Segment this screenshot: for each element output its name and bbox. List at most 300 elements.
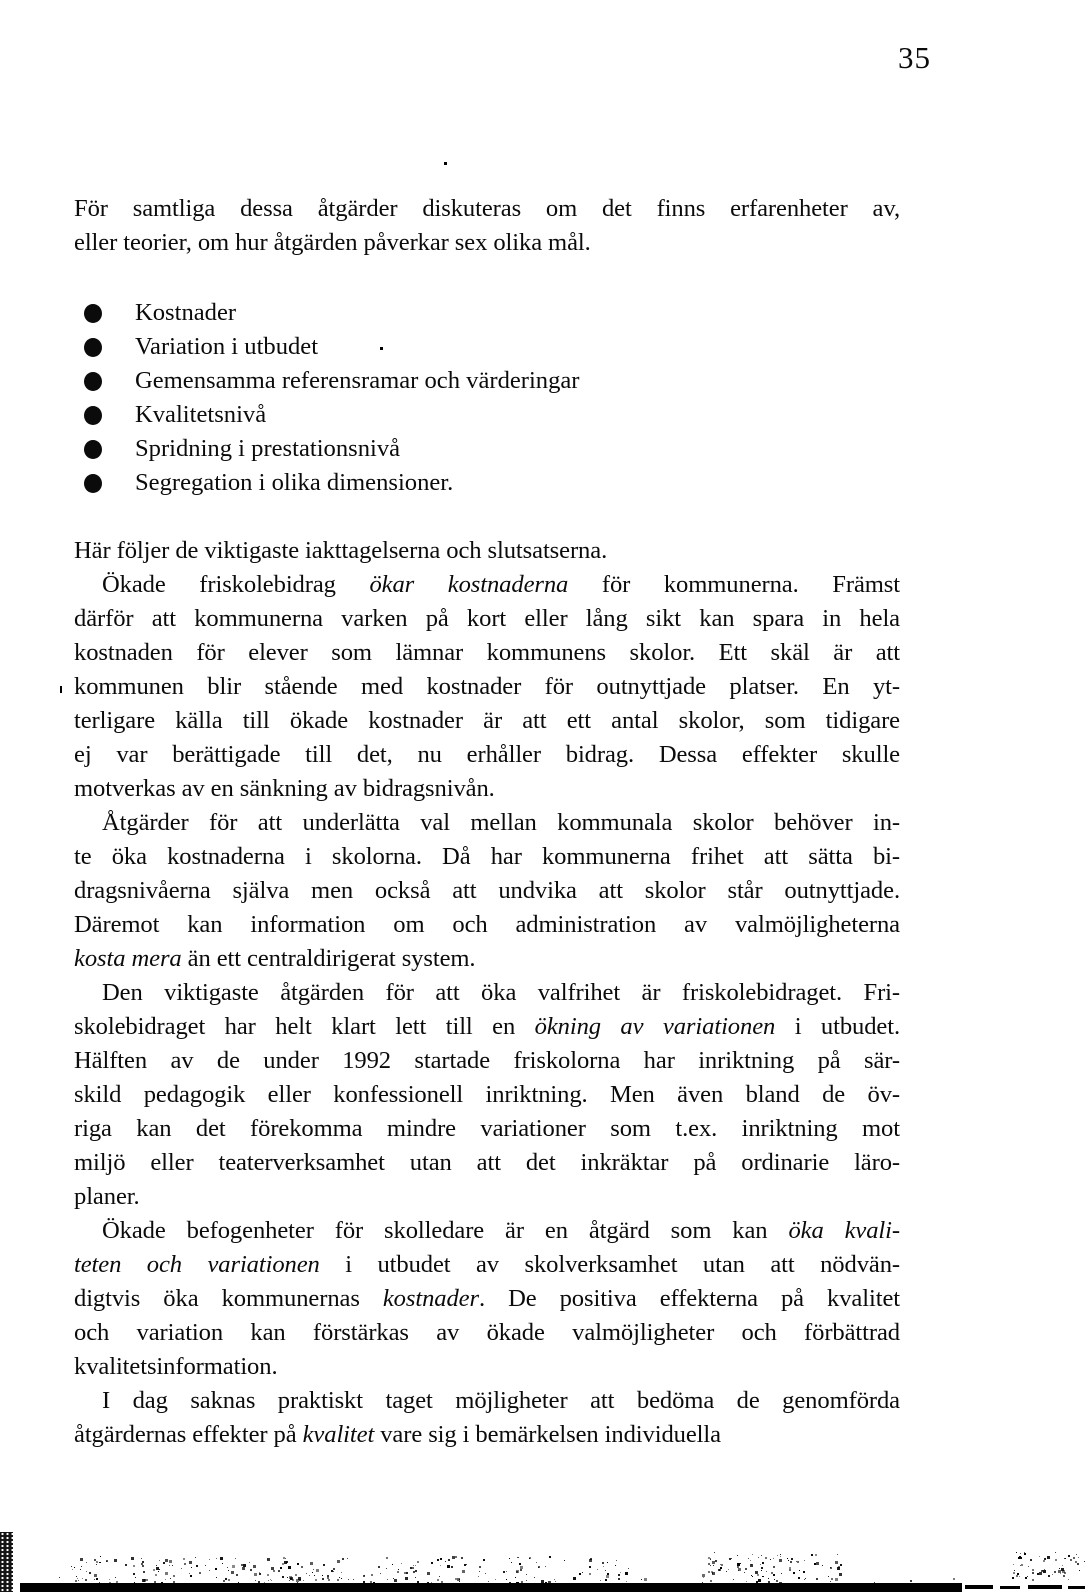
scan-speckle	[755, 1571, 758, 1574]
italic-text-run: ökar kostnaderna	[369, 571, 569, 598]
scan-speckle	[287, 1577, 288, 1578]
scan-speckle	[273, 1570, 275, 1572]
scan-speckle	[445, 1561, 446, 1562]
text-line	[74, 1146, 900, 1180]
scan-speckle	[364, 1575, 365, 1576]
scan-speckle	[448, 1559, 450, 1561]
scan-speckle	[758, 1579, 761, 1582]
scan-speckle	[392, 1564, 393, 1565]
scan-speckle	[509, 1558, 510, 1559]
scan-speckle	[115, 1577, 116, 1578]
scan-speckle	[380, 347, 383, 350]
text-line	[74, 1044, 900, 1078]
scan-speckle	[589, 1559, 592, 1562]
scan-speckle	[545, 1582, 547, 1584]
scan-dash	[1028, 1585, 1062, 1589]
text-run: Ökade friskolebidrag	[102, 571, 370, 598]
scan-speckle	[156, 1567, 159, 1570]
scan-speckle	[253, 1565, 256, 1568]
scan-speckle	[1062, 1570, 1065, 1573]
scan-speckle	[762, 1562, 764, 1564]
scan-speckle	[1027, 1576, 1028, 1577]
scan-speckle	[417, 1581, 419, 1583]
scan-speckle	[232, 1565, 235, 1568]
text-run: te öka kostnaderna i skolorna. Då har kommunerna frihet att sätta bi-	[74, 843, 900, 870]
scan-speckle	[431, 1582, 432, 1583]
bullet-label: Kvalitetsnivå	[135, 401, 267, 428]
scan-speckle	[839, 1573, 842, 1576]
scan-speckle	[1016, 1552, 1017, 1553]
scan-speckle	[509, 1582, 511, 1584]
scan-speckle	[791, 1558, 793, 1560]
scan-speckle	[86, 1571, 87, 1572]
text-line	[74, 1282, 900, 1316]
scan-speckle	[628, 1568, 629, 1569]
scan-speckle	[761, 1555, 762, 1556]
scan-speckle	[437, 1579, 439, 1581]
scan-speckle	[712, 1561, 715, 1564]
scan-speckle	[222, 1563, 223, 1564]
scan-speckle	[413, 1565, 414, 1566]
bullet-label: Kostnader	[135, 299, 237, 326]
scan-speckle	[106, 1561, 107, 1562]
scan-speckle	[602, 1562, 604, 1564]
scan-speckle	[373, 1582, 375, 1584]
scan-speckle	[189, 1561, 192, 1564]
scan-speckle	[521, 1581, 523, 1583]
text-run: för kommunerna. Främst	[568, 571, 900, 598]
scan-speckle	[312, 1572, 313, 1573]
scan-speckle	[371, 1574, 373, 1576]
bullet-label: Spridning i prestationsnivå	[135, 435, 401, 462]
scan-speckle	[190, 1575, 192, 1577]
text-line	[74, 1418, 900, 1452]
text-line	[74, 840, 900, 874]
scan-speckle	[134, 1582, 135, 1583]
scan-speckle	[387, 1579, 388, 1580]
bullet-label: Gemensamma referensramar och värderingar	[135, 367, 580, 394]
scan-speckle	[59, 1577, 60, 1578]
scan-speckle	[99, 1582, 100, 1583]
scan-speckle	[337, 1560, 340, 1563]
scan-speckle	[600, 1580, 601, 1581]
text-line	[74, 636, 900, 670]
italic-text-run: teten och variationen	[74, 1251, 320, 1278]
scan-speckle	[761, 1567, 763, 1569]
scan-speckle	[159, 1569, 160, 1570]
scan-speckle	[417, 1561, 419, 1563]
scan-speckle	[541, 1580, 544, 1583]
scan-speckle	[1018, 1557, 1020, 1559]
scan-speckle	[191, 1567, 192, 1568]
scan-speckle	[238, 1582, 239, 1583]
scan-speckle	[740, 1563, 741, 1564]
scan-speckle	[1058, 1570, 1061, 1573]
scan-speckle	[835, 1578, 838, 1581]
scan-dash	[1068, 1586, 1085, 1589]
scan-speckle	[1032, 1569, 1034, 1571]
scan-dash	[965, 1585, 993, 1589]
scan-speckle	[353, 1579, 354, 1580]
scan-speckle	[526, 1580, 527, 1581]
scan-speckle	[1014, 1570, 1015, 1571]
scan-speckle	[172, 1565, 173, 1566]
scan-speckle	[78, 1580, 79, 1581]
scan-speckle	[297, 1563, 299, 1565]
bullet-icon	[84, 372, 102, 391]
scan-speckle	[464, 1564, 466, 1566]
text-run: i utbudet av skolverksamhet utan att nödvän-	[319, 1251, 900, 1278]
scan-speckle	[1079, 1570, 1080, 1571]
text-line	[74, 1180, 900, 1214]
scan-speckle	[773, 1574, 775, 1576]
scan-speckle	[789, 1567, 791, 1569]
scan-speckle	[779, 1559, 782, 1562]
scan-speckle	[259, 1573, 261, 1575]
scan-speckle	[1043, 1570, 1046, 1573]
scan-speckle	[143, 1579, 146, 1582]
scan-speckle	[170, 1578, 171, 1579]
scan-speckle	[781, 1573, 782, 1574]
scan-speckle	[114, 1559, 117, 1562]
scan-speckle	[555, 1581, 556, 1582]
scan-speckle	[799, 1570, 800, 1571]
scan-speckle	[268, 1580, 269, 1581]
scan-speckle	[607, 1573, 609, 1575]
scan-speckle	[618, 1578, 620, 1580]
scan-speckle	[309, 1575, 310, 1576]
scan-speckle	[603, 1566, 604, 1567]
scan-speckle	[397, 1571, 399, 1573]
scan-speckle	[209, 1570, 210, 1571]
scan-speckle	[401, 1563, 402, 1564]
text-line	[74, 568, 900, 602]
scan-speckle	[199, 1572, 201, 1574]
scan-speckle	[1059, 1568, 1060, 1569]
scan-speckle	[589, 1573, 591, 1575]
scan-speckle	[254, 1573, 257, 1576]
text-line	[74, 976, 900, 1010]
scan-speckle	[89, 1572, 91, 1574]
scan-speckle	[205, 1565, 206, 1566]
bullet-list	[84, 296, 904, 500]
scan-speckle	[183, 1558, 185, 1560]
scan-speckle	[511, 1562, 512, 1563]
scan-speckle	[830, 1581, 831, 1582]
scan-speckle	[797, 1561, 799, 1563]
scan-speckle	[1064, 1558, 1065, 1559]
text-line	[74, 192, 900, 226]
scan-speckle	[582, 1572, 583, 1573]
scan-speckle	[728, 1569, 729, 1570]
scan-speckle	[548, 1581, 551, 1584]
scan-speckle	[77, 1578, 78, 1579]
scan-speckle	[288, 1566, 291, 1569]
scan-speckle	[1028, 1566, 1029, 1567]
scan-speckle	[295, 1574, 297, 1576]
scan-speckle	[564, 1560, 565, 1561]
scan-speckle	[1073, 1557, 1075, 1559]
scan-speckle	[386, 1557, 388, 1559]
scan-speckle	[155, 1574, 157, 1576]
text-line	[74, 1384, 900, 1418]
scan-speckle	[1019, 1576, 1020, 1577]
scan-speckle	[184, 1563, 186, 1565]
scan-speckle	[554, 1579, 555, 1580]
scan-speckle	[776, 1580, 778, 1582]
scan-speckle	[405, 1577, 408, 1580]
scan-speckle	[347, 1558, 348, 1559]
text-line	[74, 1316, 900, 1350]
scan-speckle	[331, 1570, 333, 1572]
scan-speckle	[116, 1581, 118, 1583]
scan-speckle	[415, 1577, 416, 1578]
scan-speckle	[228, 1570, 229, 1571]
scan-speckle	[386, 1568, 387, 1569]
scan-speckle	[228, 1579, 230, 1581]
scan-speckle	[158, 1571, 159, 1572]
scan-speckle	[459, 1581, 460, 1582]
scan-speckle	[143, 1571, 145, 1573]
scan-speckle	[828, 1576, 829, 1577]
scan-speckle	[714, 1552, 715, 1553]
scan-speckle	[380, 1573, 381, 1574]
scan-speckle	[838, 1566, 840, 1568]
scan-speckle	[336, 1583, 338, 1585]
italic-text-run: ökning av variationen	[534, 1013, 776, 1040]
scan-speckle	[447, 1565, 450, 1568]
scan-speckle	[301, 1566, 303, 1568]
scan-speckle	[310, 1562, 313, 1565]
bullet-item	[84, 330, 904, 364]
scan-speckle	[267, 1574, 269, 1576]
scan-speckle	[415, 1570, 417, 1572]
scan-speckle	[536, 1562, 537, 1563]
scan-speckle	[323, 1564, 325, 1566]
scan-speckle	[731, 1558, 732, 1559]
text-run: kommunen blir stående med kostnader för outnyttjade platser. En yt-	[74, 673, 900, 700]
bullet-icon	[84, 406, 102, 425]
scan-speckle	[394, 1579, 397, 1582]
scan-speckle	[768, 1578, 769, 1579]
scan-speckle	[60, 686, 62, 693]
scan-speckle	[165, 1572, 168, 1575]
text-run: Åtgärder för att underlätta val mellan kommunala skolor behöver in-	[102, 809, 900, 836]
scan-bottom-bar	[20, 1583, 962, 1592]
text-run: skild pedagogik eller konfessionell inriktning. Men även bland de öv-	[74, 1081, 900, 1108]
text-run: ej var berättigade till det, nu erhåller bidrag. Dessa effekter skulle	[74, 741, 900, 768]
scan-speckle	[1052, 1574, 1053, 1575]
scan-speckle	[99, 1562, 100, 1563]
scan-speckle	[710, 1565, 711, 1566]
text-line	[74, 670, 900, 704]
scan-speckle	[223, 1580, 225, 1582]
scan-speckle	[328, 1579, 330, 1581]
scan-speckle	[479, 1566, 481, 1568]
text-run: Här följer de viktigaste iakttagelserna och slutsatserna.	[74, 537, 608, 564]
text-run: Den viktigaste åtgärden för att öka valfrihet är friskolebidraget. Fri-	[102, 979, 900, 1006]
scan-speckle	[306, 1573, 307, 1574]
text-run: Ökade befogenheter för skolledare är en åtgärd som kan	[102, 1217, 789, 1244]
bullet-label: Variation i utbudet	[135, 333, 319, 360]
text-run: kostnaden för elever som lämnar kommunens skolor. Ett skäl är att	[74, 639, 900, 666]
scan-speckle	[80, 1569, 81, 1570]
text-run: i utbudet.	[775, 1013, 901, 1040]
scan-speckle	[165, 1579, 166, 1580]
scan-speckle	[804, 1560, 805, 1561]
scan-speckle	[236, 1574, 238, 1576]
scan-speckle	[837, 1554, 838, 1555]
italic-text-run: kostnader	[382, 1285, 479, 1312]
scan-speckle	[790, 1561, 792, 1563]
scan-speckle	[516, 1570, 519, 1573]
text-run: motverkas av en sänkning av bidragsnivån.	[74, 775, 495, 802]
scan-speckle	[746, 1581, 747, 1582]
scan-speckle	[455, 1556, 457, 1558]
text-run: än ett centraldirigerat system.	[181, 945, 476, 972]
body-text	[74, 534, 900, 1452]
scan-speckle	[109, 1582, 111, 1584]
scan-speckle	[462, 1570, 465, 1573]
scan-dash	[1000, 1586, 1020, 1589]
scan-speckle	[444, 162, 447, 165]
scan-speckle	[147, 1583, 150, 1586]
scan-speckle	[737, 1555, 738, 1556]
scan-speckle	[798, 1577, 800, 1579]
scan-speckle	[196, 1565, 198, 1567]
scan-speckle	[271, 1580, 272, 1581]
scan-speckle	[733, 1579, 734, 1580]
scan-speckle	[243, 1564, 246, 1567]
scan-speckle	[549, 1556, 551, 1558]
bullet-label: Segregation i olika dimensioner.	[135, 469, 454, 496]
text-run: planer.	[74, 1183, 140, 1210]
scan-speckle	[415, 1565, 416, 1566]
text-run: miljö eller teaterverksamhet utan att det inkräktar på ordinarie läro-	[74, 1149, 900, 1176]
scan-speckle	[830, 1567, 832, 1569]
scan-speckle	[1068, 1555, 1070, 1557]
scan-speckle	[811, 1554, 813, 1556]
scan-speckle	[235, 1558, 236, 1559]
scan-speckle	[100, 1562, 101, 1563]
scan-speckle	[953, 1578, 955, 1580]
scan-speckle	[874, 1582, 875, 1583]
scan-speckle	[1030, 1559, 1032, 1561]
scan-speckle	[154, 1581, 156, 1583]
scan-speckle	[589, 1566, 591, 1568]
scan-speckle	[910, 1580, 912, 1582]
scan-speckle	[1062, 1565, 1063, 1566]
scan-speckle	[1077, 1563, 1079, 1565]
scan-speckle	[538, 1583, 539, 1584]
scan-speckle	[437, 1559, 439, 1561]
scan-speckle	[773, 1558, 774, 1559]
scan-speckle	[1078, 1557, 1079, 1558]
scan-speckle	[815, 1554, 817, 1556]
scan-speckle	[96, 1561, 98, 1563]
scan-speckle	[85, 1579, 87, 1581]
scan-speckle	[267, 1558, 270, 1561]
scan-speckle	[516, 1582, 519, 1585]
italic-text-run: öka kvali-	[788, 1217, 900, 1244]
text-run: eller teorier, om hur åtgärden påverkar sex olika mål.	[74, 229, 591, 256]
scan-speckle	[1032, 1572, 1034, 1574]
scan-speckle	[822, 1565, 823, 1566]
scan-speckle	[264, 1582, 265, 1583]
scan-speckle	[597, 1569, 598, 1570]
scan-speckle	[393, 1578, 394, 1579]
scan-speckle	[333, 1571, 334, 1572]
scan-speckle	[1020, 1553, 1021, 1554]
italic-text-run: kvalitet	[302, 1421, 375, 1448]
scan-speckle	[1013, 1572, 1015, 1574]
scan-speckle	[225, 1578, 227, 1580]
text-line	[74, 1078, 900, 1112]
scan-speckle	[285, 1558, 286, 1559]
scan-speckle	[1055, 1559, 1057, 1561]
scan-speckle	[249, 1562, 250, 1563]
scan-speckle	[258, 1581, 260, 1583]
scan-speckle	[620, 1572, 621, 1573]
intro-paragraph	[74, 192, 900, 260]
text-run: digtvis öka kommunernas	[74, 1285, 383, 1312]
scan-speckle	[94, 1574, 97, 1577]
text-line	[74, 942, 900, 976]
scan-speckle	[1065, 1558, 1066, 1559]
scan-speckle	[282, 1576, 284, 1578]
scan-speckle	[278, 1570, 280, 1572]
scan-speckle	[1013, 1564, 1014, 1565]
scan-speckle	[534, 1577, 535, 1578]
scan-speckle	[758, 1557, 759, 1558]
scan-speckle	[313, 1569, 314, 1570]
scan-speckle	[1047, 1556, 1050, 1559]
scan-edge-noise	[0, 1532, 13, 1592]
scan-speckle	[133, 1565, 135, 1567]
scan-speckle	[485, 1573, 486, 1574]
scan-speckle	[404, 1572, 406, 1574]
bullet-item	[84, 466, 904, 500]
scan-speckle	[1024, 1553, 1026, 1555]
scan-speckle	[71, 1566, 72, 1567]
text-run: skolebidraget har helt klart lett till en	[74, 1013, 535, 1040]
scan-speckle	[1048, 1575, 1050, 1577]
scan-speckle	[370, 1581, 372, 1583]
scan-speckle	[515, 1577, 516, 1578]
text-line	[74, 534, 900, 568]
text-line	[74, 738, 900, 772]
scan-speckle	[616, 1560, 617, 1561]
text-line	[74, 226, 900, 260]
scan-speckle	[153, 1569, 155, 1571]
scan-speckle	[816, 1562, 819, 1565]
scan-speckle	[737, 1566, 739, 1568]
scan-speckle	[625, 1572, 628, 1575]
scan-speckle	[495, 1579, 496, 1580]
scan-speckle	[1055, 1552, 1056, 1553]
scan-speckle	[745, 1568, 747, 1570]
text-run: För samtliga dessa åtgärder diskuteras om det finns erfarenheter av,	[74, 195, 900, 222]
scan-speckle	[644, 1578, 647, 1581]
scan-speckle	[1016, 1575, 1018, 1577]
scan-speckle	[1043, 1560, 1045, 1562]
scan-speckle	[412, 1567, 414, 1569]
scan-speckle	[737, 1563, 740, 1566]
scan-speckle	[100, 1556, 101, 1557]
scan-speckle	[711, 1571, 713, 1573]
bullet-icon	[84, 304, 102, 323]
scan-speckle	[773, 1566, 775, 1568]
